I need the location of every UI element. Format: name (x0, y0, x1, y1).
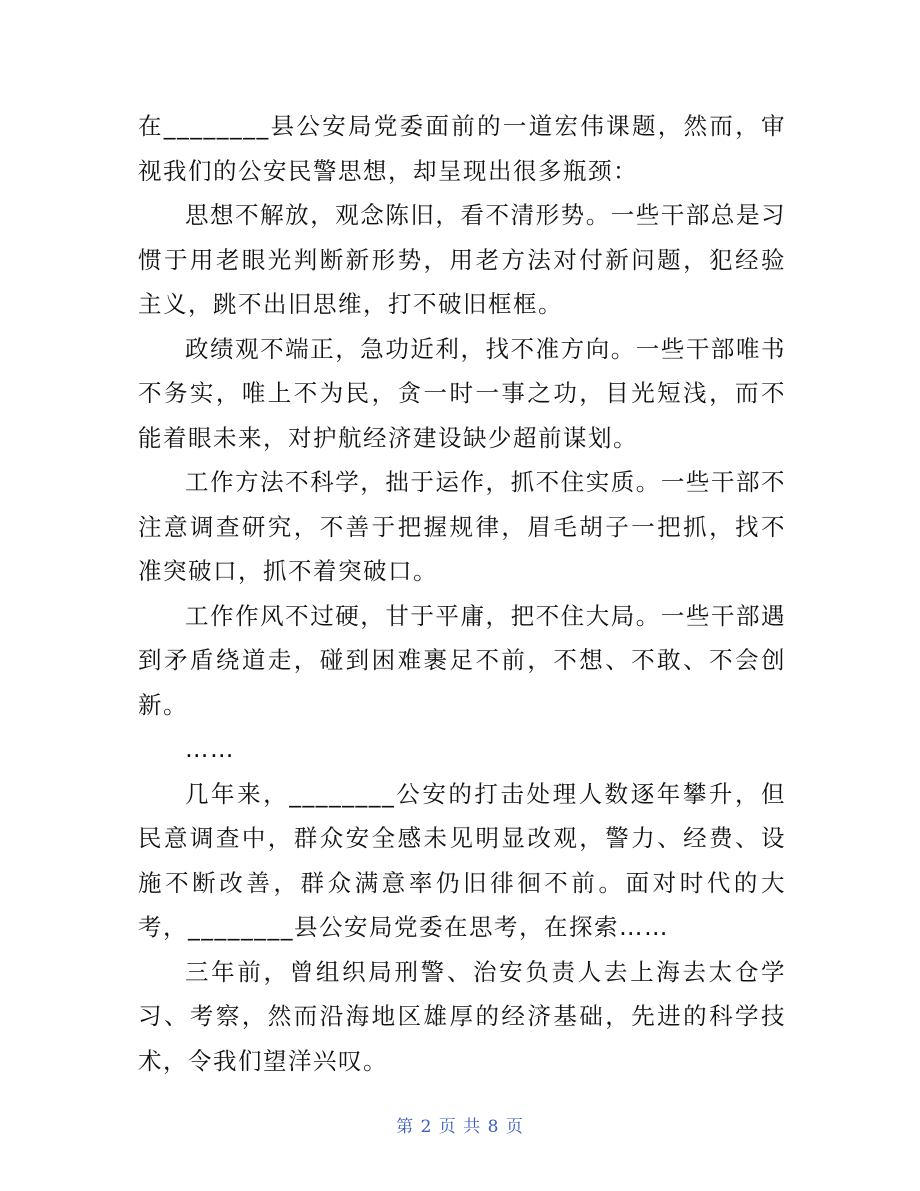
paragraph-work-method: 工作方法不科学，拙于运作，抓不住实质。一些干部不注意调查研究，不善于把握规律，眉毛胡子一把抓，找不准突破口，抓不着突破口。 (138, 468, 786, 585)
paragraph-performance-view: 政绩观不端正，急功近利，找不准方向。一些干部唯书不务实，唯上不为民，贪一时一事之功，目光短浅，而不能着眼未来，对护航经济建设缺少超前谋划。 (138, 334, 786, 452)
paragraph-ellipsis: …… (185, 735, 235, 763)
paragraph-three-years-ago: 三年前，曾组织局刑警、治安负责人去上海去太仓学习、考察，然而沿海地区雄厚的经济基础，先进的科学技术，令我们望洋兴叹。 (138, 957, 786, 1075)
page-number-footer: 第 2 页 共 8 页 (396, 1117, 524, 1137)
paragraph-intro: 在________县公安局党委面前的一道宏伟课题，然而，审视我们的公安民警思想，却呈现出很多瓶颈： (138, 112, 786, 185)
document-body (138, 104, 786, 1083)
paragraph-work-style: 工作作风不过硬，甘于平庸，把不住大局。一些干部遇到矛盾绕道走，碰到困难裹足不前，不想、不敢、不会创新。 (138, 601, 786, 719)
paragraph-thinking: 思想不解放，观念陈旧，看不清形势。一些干部总是习惯于用老眼光判断新形势，用老方法对付新问题，犯经验主义，跳不出旧思维，打不破旧框框。 (138, 201, 786, 318)
paragraph-recent-years: 几年来，________公安的打击处理人数逐年攀升，但民意调查中，群众安全感未见明显改观，警力、经费、设施不断改善，群众满意率仍旧徘徊不前。面对时代的大考，________县公安局党委在思考，在探索…… (138, 779, 786, 941)
